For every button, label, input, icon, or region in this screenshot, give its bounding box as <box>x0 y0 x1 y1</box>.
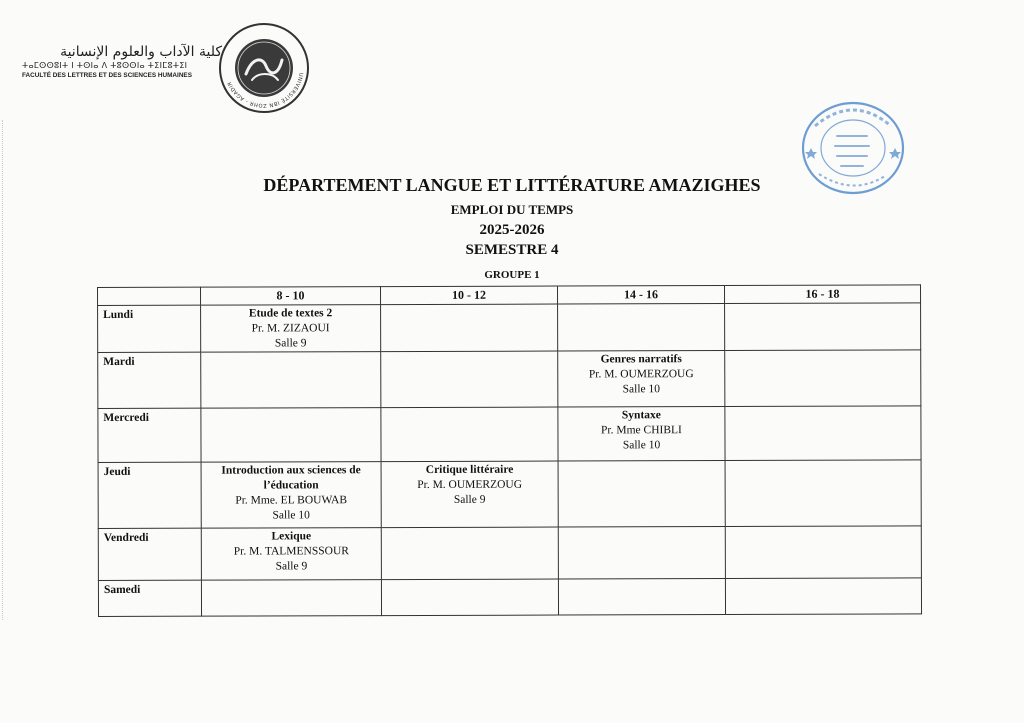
table-row <box>98 406 921 463</box>
course-name: Genres narratifs <box>600 353 682 366</box>
faculty-name-tifinagh: ⵜⴰⵎⵙⵙⵓⵏⵜ ⵏ ⵜⵙⵏⴰ ⴷ ⵜⵓⵙⵙⵏⴰ ⵜⵉⵏⵎⵓⵜⵉⵏ <box>22 61 188 70</box>
timetable-cell <box>558 579 725 616</box>
room-label: Salle 10 <box>622 383 661 396</box>
timetable-cell <box>558 407 725 462</box>
timetable-cell <box>381 461 558 528</box>
slot-header-16-18: 16 - 18 <box>724 285 920 304</box>
course-name: Critique littéraire <box>425 463 514 476</box>
timetable-cell <box>201 352 381 409</box>
professor-name: Pr. M. ZIZAOUI <box>251 322 330 335</box>
timetable-cell <box>725 350 921 407</box>
course-name: Etude de textes 2 <box>248 307 333 320</box>
timetable-cell <box>381 579 558 616</box>
professor-name: Pr. M. OUMERZOUG <box>588 368 694 381</box>
timetable-cell <box>201 580 381 617</box>
day-label: Jeudi <box>98 462 201 528</box>
slot-header-14-16: 14 - 16 <box>557 286 724 305</box>
timetable-cell <box>201 305 381 353</box>
semester-label: SEMESTRE 4 <box>465 242 559 258</box>
group-label: GROUPE 1 <box>484 269 540 281</box>
course-name: Syntaxe <box>621 409 661 422</box>
timetable-cell <box>725 578 921 615</box>
day-label: Samedi <box>98 580 201 616</box>
professor-name: Pr. M. TALMENSSOUR <box>233 545 349 558</box>
room-label: Salle 10 <box>272 509 310 522</box>
room-label: Salle 9 <box>274 337 307 350</box>
timetable-cell <box>725 303 921 351</box>
day-label: Mardi <box>98 352 201 408</box>
timetable <box>97 284 922 617</box>
professor-name: Pr. Mme CHIBLI <box>601 424 682 437</box>
timetable-cell <box>558 351 725 408</box>
university-logo <box>218 22 310 114</box>
faculty-header <box>22 44 222 81</box>
room-label: Salle 10 <box>622 439 661 452</box>
timetable-cell <box>558 527 725 580</box>
timetable-cell <box>558 304 725 352</box>
faculty-name-french: FACULTÉ DES LETTRES ET DES SCIENCES HUMAINES <box>22 72 192 79</box>
timetable-cell <box>725 526 921 579</box>
timetable-cell <box>201 408 381 463</box>
timetable-cell <box>558 461 725 528</box>
timetable-cell <box>725 460 921 527</box>
academic-year: 2025-2026 <box>479 222 545 238</box>
professor-name: Pr. Mme. EL BOUWAB <box>235 494 348 507</box>
timetable-cell <box>201 528 381 581</box>
room-label: Salle 9 <box>453 493 486 506</box>
course-name: Lexique <box>271 530 312 543</box>
corner-header <box>98 287 201 305</box>
timetable-cell <box>381 407 558 462</box>
day-label: Lundi <box>98 305 201 352</box>
table-row <box>98 350 921 409</box>
table-row <box>98 578 921 617</box>
department-title: DÉPARTEMENT LANGUE ET LITTÉRATURE AMAZIGHES <box>263 175 761 195</box>
day-label: Mercredi <box>98 408 201 462</box>
day-label: Vendredi <box>98 528 201 580</box>
course-name: Introduction aux sciences de l’éducation <box>221 464 361 492</box>
slot-header-10-12: 10 - 12 <box>381 286 558 305</box>
table-row <box>98 303 921 353</box>
table-row <box>98 526 921 581</box>
table-row <box>98 460 921 529</box>
timetable-cell <box>381 527 558 580</box>
timetable-cell <box>381 351 558 408</box>
timetable-cell <box>381 304 558 352</box>
timetable-cell <box>201 462 381 529</box>
slot-header-8-10: 8 - 10 <box>201 287 381 306</box>
timetable-cell <box>725 406 921 461</box>
professor-name: Pr. M. OUMERZOUG <box>417 478 523 491</box>
faculty-name-arabic: كلية الآداب والعلوم الإنسانية <box>60 44 222 60</box>
seal-text: UNIVERSITÉ IBN ZOHR - AGADIR <box>226 72 304 109</box>
room-label: Salle 9 <box>275 560 308 573</box>
schedule-subtitle: EMPLOI DU TEMPS <box>450 202 574 217</box>
